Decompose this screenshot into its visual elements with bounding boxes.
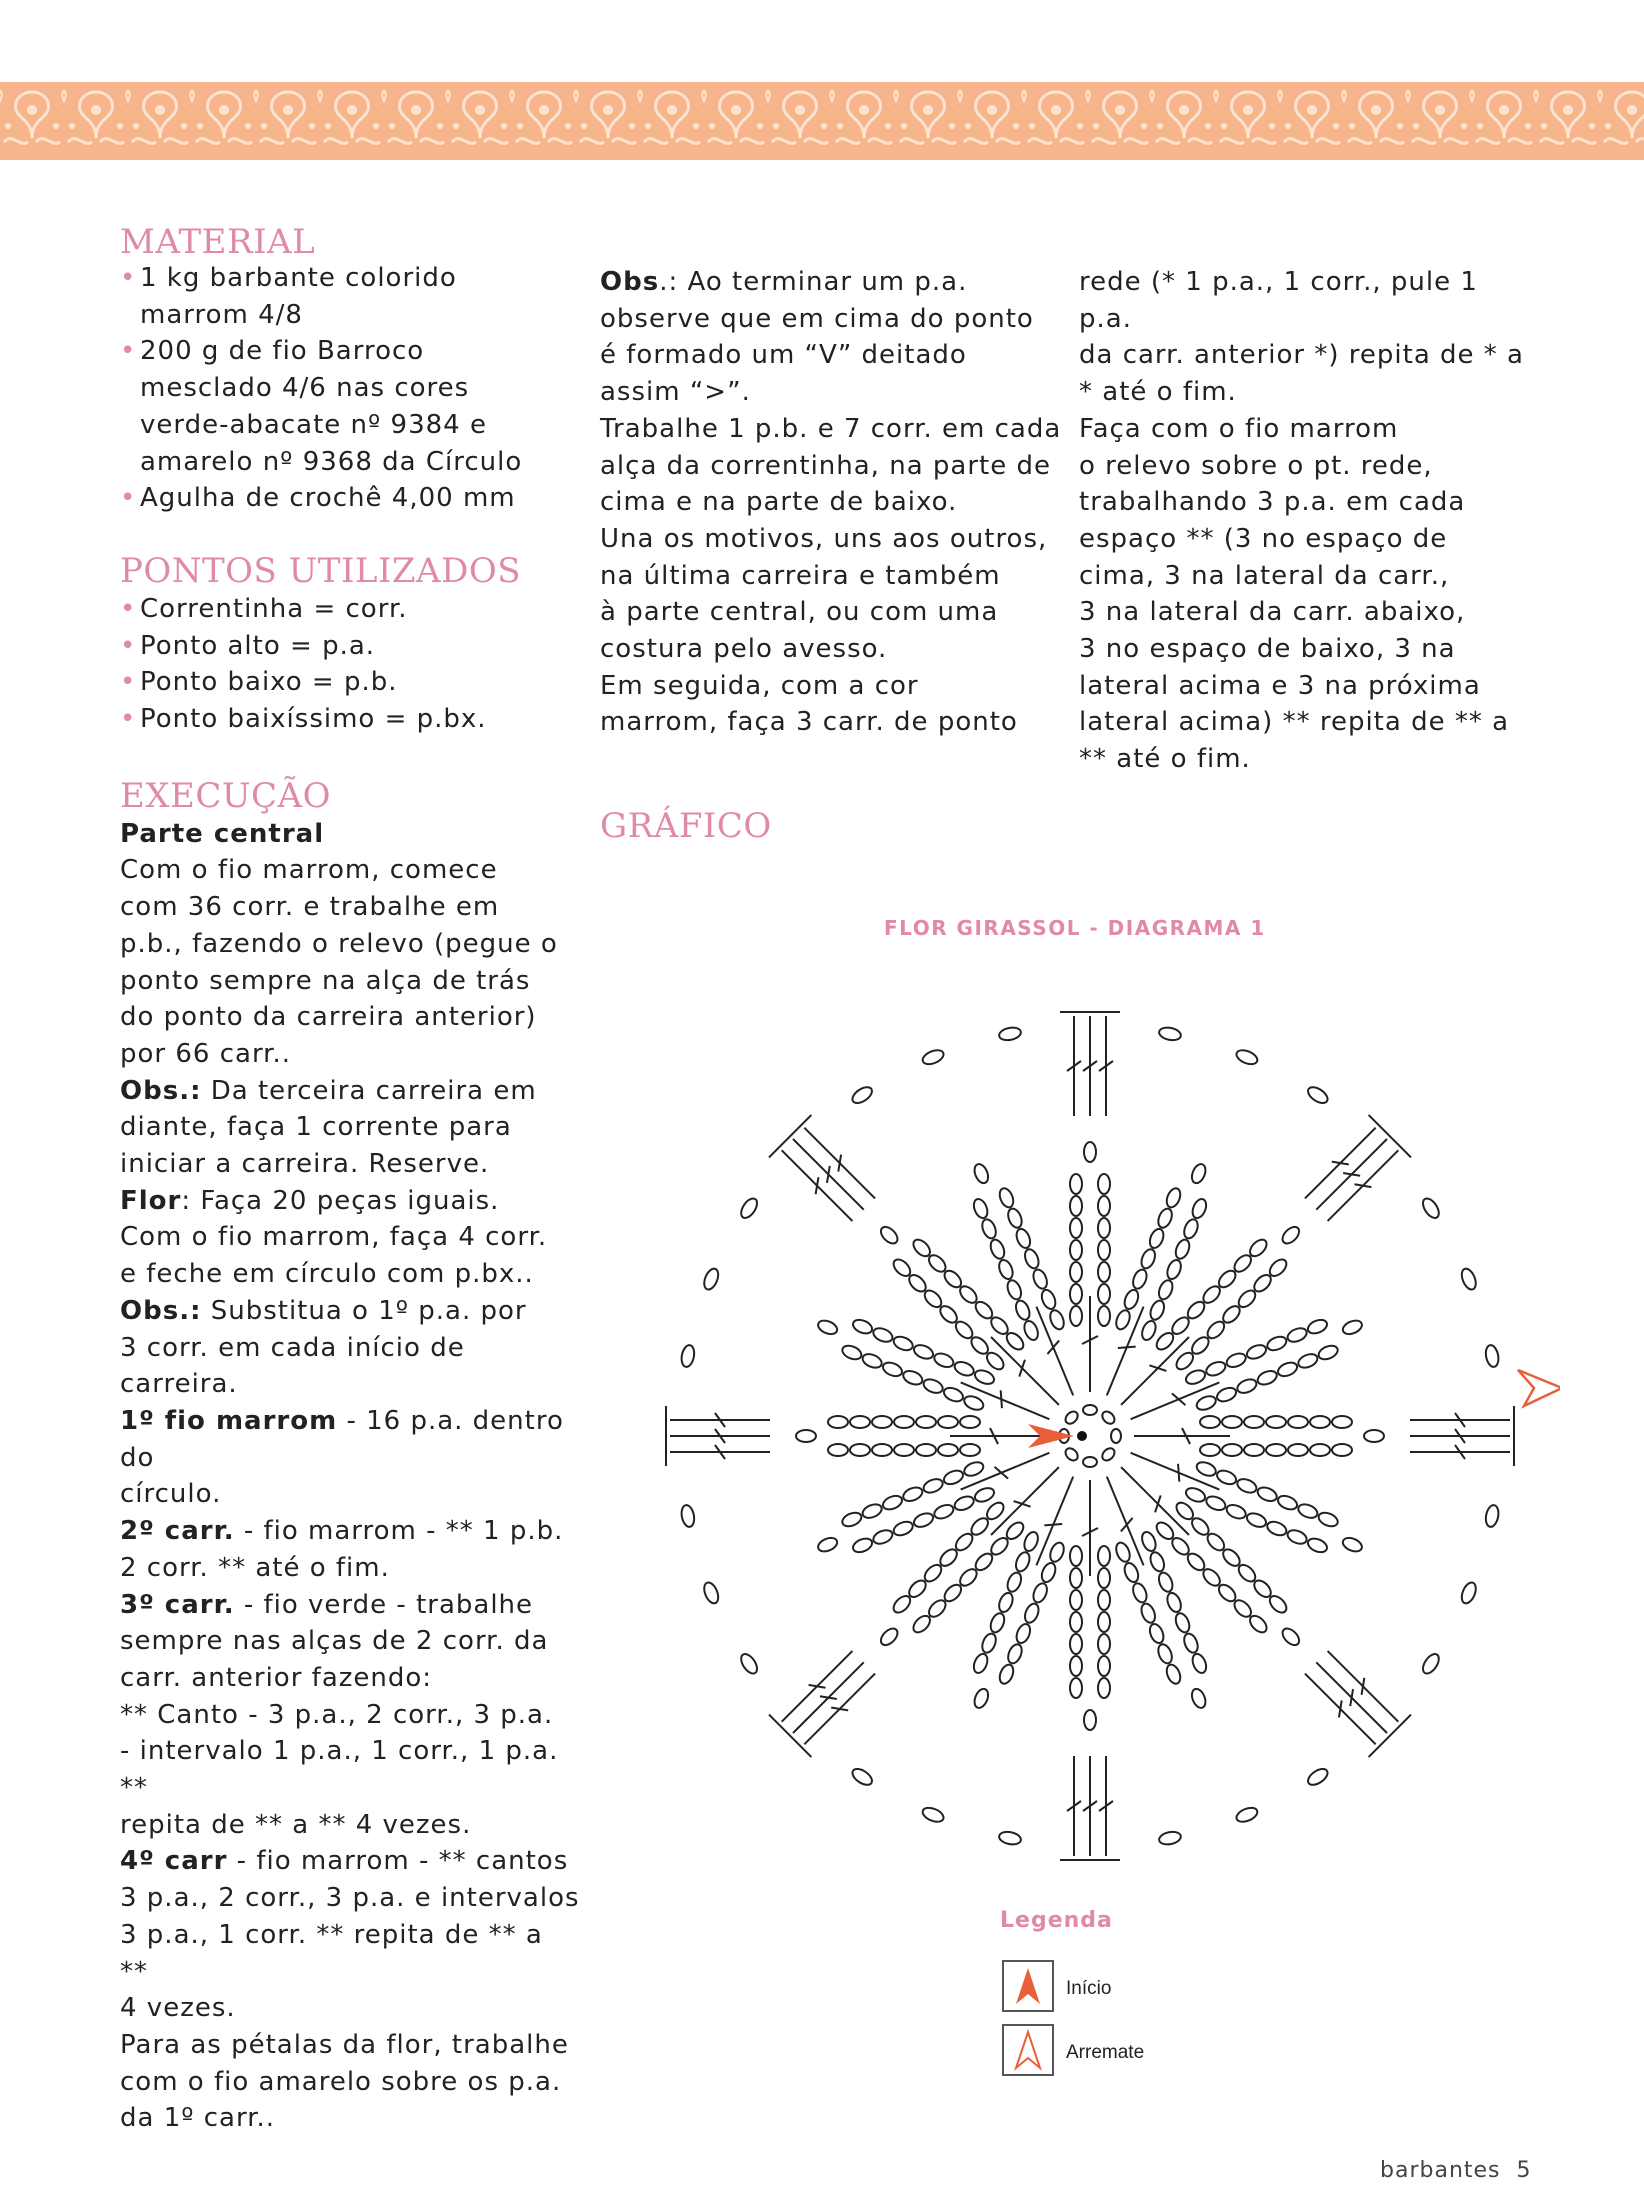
outer-stitch-cross	[838, 1155, 841, 1172]
petal-chain	[942, 1385, 965, 1404]
petal-chain	[1288, 1444, 1308, 1456]
outer-chain	[1484, 1504, 1500, 1528]
legend-title: Legenda	[1000, 1908, 1113, 1933]
petal-chain	[1070, 1678, 1082, 1698]
petal-chain	[828, 1444, 848, 1456]
petal-chain	[1039, 1288, 1058, 1311]
petal-chain	[881, 1360, 904, 1379]
petal-chain	[1165, 1591, 1184, 1614]
petal-chain	[840, 1510, 863, 1529]
petal-chain	[1005, 1571, 1024, 1594]
petal-chain	[1098, 1678, 1110, 1698]
outer-chain	[738, 1196, 760, 1221]
petal-chain	[1098, 1240, 1110, 1260]
outer-stitch-cross	[1339, 1700, 1342, 1717]
center-chain	[1083, 1405, 1097, 1415]
petal-tip	[1084, 1142, 1096, 1162]
outer-stitch-cross	[820, 1696, 837, 1699]
petal-chain	[1156, 1278, 1175, 1301]
petal-tip	[1280, 1626, 1303, 1649]
outer-chain	[1234, 1047, 1259, 1067]
outer-chain	[680, 1344, 696, 1368]
petal-chain	[1098, 1196, 1110, 1216]
petal-tip	[816, 1535, 839, 1554]
start-dot	[1077, 1431, 1087, 1441]
outer-chain	[1459, 1267, 1479, 1292]
petal-chain	[980, 1632, 999, 1655]
petal-chain	[1235, 1476, 1258, 1495]
petal-chain	[1098, 1262, 1110, 1282]
petal-chain	[938, 1416, 958, 1428]
legend-inicio-box	[1002, 1960, 1054, 2012]
outer-chain	[1305, 1084, 1330, 1106]
petal-chain	[997, 1258, 1016, 1281]
end-arrow	[1518, 1370, 1560, 1406]
grafico-heading: GRÁFICO	[600, 806, 772, 846]
petal-chain	[1070, 1306, 1082, 1326]
petal-chain	[1048, 1308, 1067, 1331]
petal-chain	[861, 1502, 884, 1521]
petal-chain	[1070, 1634, 1082, 1654]
petal-chain	[1215, 1385, 1238, 1404]
outer-chain	[1158, 1830, 1182, 1846]
petal-chain	[932, 1502, 955, 1521]
petal-chain	[960, 1416, 980, 1428]
petal-chain	[851, 1317, 874, 1336]
petal-chain	[912, 1343, 935, 1362]
petal-chain	[1256, 1368, 1279, 1387]
petal-chain	[1098, 1284, 1110, 1304]
petal-chain	[1006, 1642, 1025, 1665]
execucao-text: Parte central Com o fio marrom, comece com 36 corr. e trabalhe em p.b., fazendo o relevo (pegue o ponto sempre na alça de trás do ponto da carreira anterior) por 66 carr.. Obs.: Da terceira carreira em diante, faça 1 corrente para iniciar a carreira. Reserve. Flor: Faça 20 peças iguais. Com o fio marrom, faça 4 corr. e feche em círculo com p.bx.. Obs.: Substitua o 1º p.a. por 3 corr. em cada início de carreira. 1º fio marrom - 16 p.a. dentro do círculo. 2º carr. - fio marrom - ** 1 p.b. 2 corr. ** até o fim. 3º carr. - fio verde - trabalhe sempre nas alças de 2 corr. da carr. anterior fazendo: ** Canto - 3 p.a., 2 corr., 3 p.a. - intervalo 1 p.a., 1 corr., 1 p.a. ** repita de ** a ** 4 vezes. 4º carr - fio marrom - ** cantos 3 p.a., 2 corr., 3 p.a. e intervalos 3 p.a., 1 corr. ** repita de ** a ** 4 vezes. Para as pétalas da flor, trabalhe com o fio amarelo sobre os p.a. da 1º carr..	[120, 818, 580, 2134]
petal-chain	[1296, 1352, 1319, 1371]
petal-chain	[1182, 1217, 1201, 1240]
stitch-cross	[1155, 1495, 1161, 1512]
petal-chain	[1148, 1550, 1167, 1573]
banner-pattern	[0, 82, 1644, 160]
petal-chain	[988, 1238, 1007, 1261]
petal-chain	[1266, 1416, 1286, 1428]
petal-tip	[1084, 1710, 1096, 1730]
petal-tip	[878, 1626, 901, 1649]
petal-tip	[1189, 1687, 1208, 1710]
petal-chain	[1245, 1343, 1268, 1362]
footer-magazine: barbantes	[1380, 2158, 1501, 2183]
petal-chain	[894, 1416, 914, 1428]
petal-chain	[1098, 1568, 1110, 1588]
material-heading: MATERIAL	[120, 222, 316, 262]
petal-chain	[1195, 1394, 1218, 1413]
petal-chain	[1244, 1416, 1264, 1428]
petal-chain	[912, 1511, 935, 1530]
material-item: • Agulha de crochê 4,00 mm	[120, 480, 580, 517]
petal-chain	[1225, 1351, 1248, 1370]
petal-chain	[1265, 1334, 1288, 1353]
pontos-item: • Correntinha = corr.	[120, 593, 408, 624]
obs-label: Obs	[600, 267, 660, 297]
page-number: 5	[1516, 2158, 1532, 2183]
petal-chain	[1317, 1510, 1340, 1529]
petal-chain	[892, 1334, 915, 1353]
petal-chain	[1276, 1360, 1299, 1379]
petal-chain	[1070, 1262, 1082, 1282]
petal-chain	[1098, 1612, 1110, 1632]
outer-chain	[998, 1830, 1022, 1846]
petal-chain	[1070, 1590, 1082, 1610]
material-line: marrom 4/8	[140, 299, 303, 330]
diagram-title: FLOR GIRASSOL - DIAGRAMA 1	[884, 916, 1266, 940]
center-chain	[1100, 1409, 1117, 1426]
outer-stitch-cross	[816, 1177, 819, 1194]
material-line: verde-abacate nº 9384 e	[140, 409, 487, 440]
petal-chain	[953, 1494, 976, 1513]
petal-chain	[971, 1652, 990, 1675]
material-line: 200 g de fio Barroco	[140, 336, 425, 367]
petal-tip	[816, 1318, 839, 1337]
center-chain	[1083, 1457, 1097, 1467]
petal-chain	[1173, 1238, 1192, 1261]
petal-chain	[1204, 1494, 1227, 1513]
stitch-line	[1036, 1307, 1073, 1396]
petal-chain	[1222, 1444, 1242, 1456]
petal-chain	[1098, 1306, 1110, 1326]
petal-chain	[1070, 1218, 1082, 1238]
petal-chain	[1070, 1196, 1082, 1216]
outer-chain	[701, 1267, 721, 1292]
petal-chain	[1013, 1299, 1032, 1322]
petal-chain	[1332, 1444, 1352, 1456]
outer-stitch-cross	[1354, 1184, 1371, 1187]
center-chain	[1100, 1446, 1117, 1463]
outer-chain	[1305, 1766, 1330, 1788]
petal-chain	[1276, 1493, 1299, 1512]
petal-chain	[1070, 1546, 1082, 1566]
petal-chain	[871, 1528, 894, 1547]
petal-chain	[1195, 1460, 1218, 1479]
petal-chain	[1317, 1343, 1340, 1362]
petal-chain	[1070, 1656, 1082, 1676]
outline-arrow-icon	[1004, 2026, 1052, 2074]
outer-stitch-cross	[1362, 1678, 1365, 1695]
pontos-list	[120, 591, 580, 738]
outer-chain	[850, 1766, 875, 1788]
petal-chain	[1022, 1247, 1041, 1270]
petal-chain	[1222, 1416, 1242, 1428]
petal-chain	[1200, 1444, 1220, 1456]
petal-chain	[1306, 1317, 1329, 1336]
material-line: 1 kg barbante colorido	[140, 263, 457, 293]
petal-chain	[1098, 1546, 1110, 1566]
stitch-cross	[1044, 1524, 1062, 1525]
material-item: • 200 g de fio Barroco mesclado 4/6 nas cores verde-abacate nº 9384 e amarelo nº 9368 da Círculo	[120, 333, 580, 480]
solid-arrow-icon	[1004, 1962, 1052, 2010]
petal-chain	[828, 1416, 848, 1428]
petal-tip	[972, 1162, 991, 1185]
petal-chain	[851, 1536, 874, 1555]
petal-tip	[796, 1430, 816, 1442]
outer-chain	[1459, 1580, 1479, 1605]
stitch-cross	[995, 1467, 1009, 1479]
outer-stitch-cross	[809, 1685, 826, 1688]
petal-chain	[1310, 1444, 1330, 1456]
stitch-cross	[1121, 1518, 1133, 1532]
petal-chain	[971, 1197, 990, 1220]
petal-chain	[1070, 1174, 1082, 1194]
petal-chain	[962, 1394, 985, 1413]
outer-stitch-cross	[831, 1708, 848, 1711]
petal-chain	[973, 1485, 996, 1504]
petal-chain	[1139, 1319, 1158, 1342]
stitch-line	[961, 1382, 1050, 1419]
petal-chain	[1288, 1416, 1308, 1428]
column-middle: Obs.: Ao terminar um p.a. observe que em cima do ponto é formado um “V” deitado assim “>”. Trabalhe 1 p.b. e 7 corr. em cada alça da correntinha, na parte de cima e na parte de baixo. Una os motivos, uns aos outros, na última carreira e também à parte central, ou com uma costura pelo avesso. Em seguida, com a cor marrom, faça 3 carr. de ponto	[600, 267, 1062, 738]
petal-chain	[973, 1368, 996, 1387]
outer-chain	[1484, 1344, 1500, 1368]
petal-chain	[1013, 1550, 1032, 1573]
petal-chain	[1184, 1368, 1207, 1387]
petal-chain	[1022, 1602, 1041, 1625]
petal-chain	[1014, 1227, 1033, 1250]
outer-stitch-cross	[1332, 1162, 1349, 1165]
petal-chain	[901, 1368, 924, 1387]
center-chain	[1063, 1446, 1080, 1463]
petal-chain	[916, 1416, 936, 1428]
outer-chain	[701, 1580, 721, 1605]
pontos-item: • Ponto baixíssimo = p.bx.	[120, 704, 487, 735]
outer-stitch-cross	[827, 1166, 830, 1183]
petal-chain	[861, 1352, 884, 1371]
petal-chain	[1244, 1444, 1264, 1456]
petal-chain	[1048, 1541, 1067, 1564]
pontos-item: • Ponto baixo = p.b.	[120, 667, 398, 698]
column-left	[120, 222, 580, 2137]
petal-chain	[1098, 1634, 1110, 1654]
petal-tip	[1189, 1162, 1208, 1185]
petal-chain	[1190, 1197, 1209, 1220]
petal-chain	[1070, 1240, 1082, 1260]
petal-chain	[1022, 1530, 1041, 1553]
legend-arremate-label: Arremate	[1066, 2042, 1145, 2063]
petal-chain	[1190, 1652, 1209, 1675]
parte-central-label: Parte central	[120, 818, 325, 849]
petal-tip	[878, 1224, 901, 1247]
page-footer	[1380, 2158, 1532, 2183]
petal-chain	[1204, 1359, 1227, 1378]
outer-chain	[680, 1504, 696, 1528]
outer-chain	[738, 1651, 760, 1676]
petal-chain	[938, 1444, 958, 1456]
outer-stitch-cross	[1343, 1173, 1360, 1176]
petal-chain	[962, 1460, 985, 1479]
petal-chain	[1147, 1227, 1166, 1250]
petal-chain	[1070, 1612, 1082, 1632]
center-chain	[1063, 1409, 1080, 1426]
petal-chain	[1156, 1642, 1175, 1665]
petal-chain	[1122, 1561, 1141, 1584]
stitch-cross	[1172, 1393, 1186, 1405]
petal-chain	[850, 1444, 870, 1456]
outer-chain	[1158, 1026, 1182, 1042]
stitch-cross	[1178, 1464, 1179, 1482]
petal-chain	[1266, 1444, 1286, 1456]
petal-chain	[1165, 1258, 1184, 1281]
stitch-line	[1131, 1453, 1220, 1490]
petal-chain	[1098, 1218, 1110, 1238]
petal-chain	[1014, 1622, 1033, 1645]
outer-stitch-cross	[1350, 1689, 1353, 1706]
petal-chain	[840, 1343, 863, 1362]
petal-chain	[1070, 1284, 1082, 1304]
stitch-line	[1107, 1307, 1144, 1396]
petal-chain	[1022, 1319, 1041, 1342]
stitch-line	[961, 1453, 1050, 1490]
petal-tip	[972, 1687, 991, 1710]
petal-chain	[953, 1359, 976, 1378]
petal-chain	[1235, 1377, 1258, 1396]
petal-chain	[997, 1663, 1016, 1686]
material-list	[120, 260, 580, 517]
petal-chain	[1164, 1663, 1183, 1686]
stitch-cross	[1001, 1390, 1002, 1408]
petal-chain	[1114, 1541, 1133, 1564]
stitch-cross	[1118, 1347, 1136, 1348]
petal-chain	[1139, 1530, 1158, 1553]
petal-chain	[1225, 1502, 1248, 1521]
petal-chain	[1130, 1581, 1149, 1604]
petal-chain	[1039, 1561, 1058, 1584]
petal-tip	[1364, 1430, 1384, 1442]
petal-chain	[1296, 1502, 1319, 1521]
petal-chain	[872, 1444, 892, 1456]
petal-chain	[1156, 1207, 1175, 1230]
stitch-line	[1131, 1382, 1220, 1419]
petal-chain	[1286, 1528, 1309, 1547]
petal-chain	[1184, 1485, 1207, 1504]
petal-chain	[1156, 1571, 1175, 1594]
outer-chain	[850, 1084, 875, 1106]
petal-chain	[1286, 1326, 1309, 1345]
petal-tip	[1341, 1535, 1364, 1554]
legend-arremate-box	[1002, 2024, 1054, 2076]
petal-chain	[942, 1468, 965, 1487]
header-banner	[0, 82, 1644, 160]
petal-chain	[1006, 1207, 1025, 1230]
petal-chain	[960, 1444, 980, 1456]
petal-chain	[1215, 1468, 1238, 1487]
center-chain	[1111, 1429, 1121, 1443]
petal-chain	[1148, 1299, 1167, 1322]
petal-chain	[1130, 1268, 1149, 1291]
petal-chain	[1098, 1656, 1110, 1676]
stitch-cross	[1014, 1501, 1031, 1507]
petal-chain	[1200, 1416, 1220, 1428]
petal-chain	[871, 1326, 894, 1345]
outer-chain	[1234, 1805, 1259, 1825]
petal-chain	[1310, 1416, 1330, 1428]
material-line: Agulha de crochê 4,00 mm	[140, 483, 516, 514]
petal-chain	[988, 1611, 1007, 1634]
crochet-diagram	[600, 960, 1560, 1880]
petal-chain	[1147, 1622, 1166, 1645]
petal-chain	[932, 1351, 955, 1370]
legend-inicio-label: Início	[1066, 1978, 1112, 1999]
petal-chain	[922, 1377, 945, 1396]
petal-chain	[997, 1591, 1016, 1614]
stitch-cross	[1149, 1365, 1166, 1371]
petal-chain	[1245, 1511, 1268, 1530]
petal-chain	[1031, 1268, 1050, 1291]
petal-chain	[1256, 1485, 1279, 1504]
petal-chain	[1070, 1568, 1082, 1588]
petal-chain	[1173, 1611, 1192, 1634]
petal-chain	[1098, 1590, 1110, 1610]
outer-chain	[1420, 1196, 1442, 1221]
petal-chain	[997, 1186, 1016, 1209]
petal-chain	[1164, 1186, 1183, 1209]
petal-chain	[1306, 1536, 1329, 1555]
petal-tip	[1341, 1318, 1364, 1337]
outer-chain	[921, 1805, 946, 1825]
petal-chain	[1139, 1247, 1158, 1270]
petal-chain	[1098, 1174, 1110, 1194]
outer-chain	[1420, 1651, 1442, 1676]
outer-chain	[998, 1026, 1022, 1042]
petal-chain	[872, 1416, 892, 1428]
material-item: • 1 kg barbante colorido marrom 4/8	[120, 260, 580, 333]
petal-chain	[850, 1416, 870, 1428]
stitch-cross	[1047, 1341, 1059, 1355]
petal-chain	[892, 1519, 915, 1538]
petal-chain	[916, 1444, 936, 1456]
petal-chain	[1332, 1416, 1352, 1428]
petal-tip	[1280, 1224, 1303, 1247]
stitch-cross	[1019, 1360, 1025, 1377]
execucao-heading: EXECUÇÃO	[120, 775, 331, 816]
petal-chain	[1122, 1288, 1141, 1311]
petal-chain	[1139, 1602, 1158, 1625]
petal-chain	[881, 1493, 904, 1512]
petal-chain	[922, 1476, 945, 1495]
outer-chain	[921, 1047, 946, 1067]
petal-chain	[901, 1485, 924, 1504]
material-line: mesclado 4/6 nas cores	[140, 373, 470, 404]
material-line: amarelo nº 9368 da Círculo	[140, 446, 523, 477]
petal-chain	[1005, 1278, 1024, 1301]
stitch-line	[1107, 1477, 1144, 1566]
petal-chain	[894, 1444, 914, 1456]
petal-chain	[1265, 1519, 1288, 1538]
petal-chain	[980, 1217, 999, 1240]
petal-chain	[1182, 1632, 1201, 1655]
column-right: rede (* 1 p.a., 1 corr., pule 1 p.a. da carr. anterior *) repita de * a * até o fim. Faça com o fio marrom o relevo sobre o pt. rede, trabalhando 3 p.a. em cada espaço ** (3 no espaço de cima, 3 na lateral da carr., 3 na lateral da carr. abaixo, 3 no espaço de baixo, 3 na lateral acima e 3 na próxima lateral acima) ** repita de ** a ** até o fim.	[1079, 267, 1524, 775]
petal-chain	[1114, 1308, 1133, 1331]
pontos-item: • Ponto alto = p.a.	[120, 630, 376, 661]
pontos-heading: PONTOS UTILIZADOS	[120, 550, 522, 591]
stitch-line	[1036, 1477, 1073, 1566]
petal-chain	[1031, 1581, 1050, 1604]
